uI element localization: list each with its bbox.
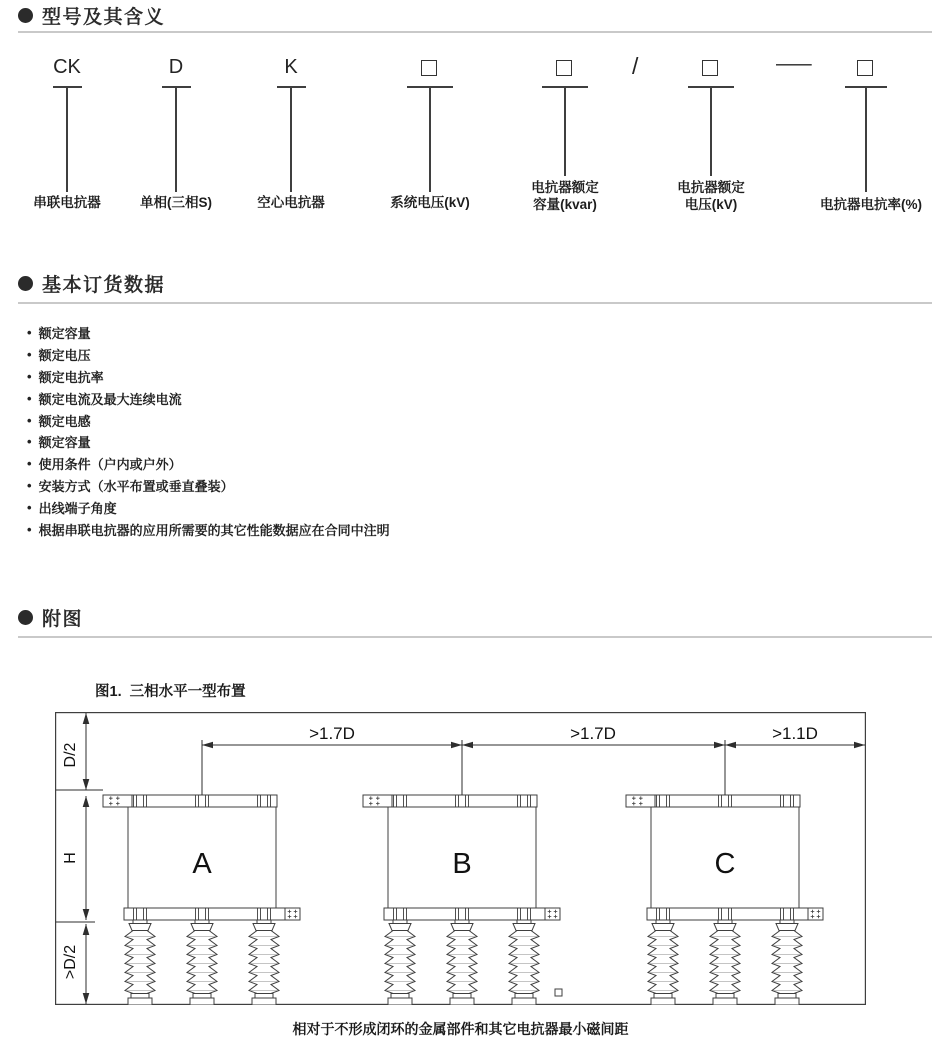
dim-label-height: H <box>62 852 79 864</box>
leader-line <box>865 87 867 192</box>
list-bullet: • <box>27 521 32 537</box>
label-line: 电压(kV) <box>684 197 738 212</box>
label-line: 电抗器额定 <box>677 180 745 195</box>
figure-drawing <box>55 712 866 1005</box>
dim-label-span-bc: >1.7D <box>570 724 616 743</box>
list-item-text: 额定容量 <box>38 435 91 451</box>
reactor-c-drawing <box>626 795 823 1005</box>
section-title-figure: 附图 <box>42 608 84 630</box>
model-code-symbol-k: K <box>284 56 298 78</box>
label-line: 系统电压(kV) <box>390 195 470 210</box>
list-item-text: 额定电流及最大连续电流 <box>38 391 182 407</box>
small-square-marker <box>555 989 562 996</box>
list-item <box>27 453 390 475</box>
label-line: 电抗器电抗率(%) <box>820 197 922 212</box>
reactor-c-label: C <box>714 848 736 880</box>
list-item-text: 出线端子角度 <box>38 500 117 516</box>
placeholder-box <box>702 60 718 76</box>
list-bullet: • <box>27 347 32 363</box>
list-item <box>27 366 390 388</box>
reactor-a-drawing <box>103 795 300 1005</box>
model-code-label <box>226 194 356 211</box>
section-header-model <box>18 1 165 29</box>
section-bullet-icon <box>18 8 33 23</box>
label-line: 电抗器额定 <box>531 180 599 195</box>
list-item <box>27 322 390 344</box>
list-item <box>27 431 390 453</box>
leader-line <box>175 87 177 192</box>
list-item <box>27 518 390 540</box>
dim-label-span-c-edge: >1.1D <box>772 724 818 743</box>
section-title-model: 型号及其含义 <box>42 6 166 28</box>
leader-line <box>710 87 712 176</box>
section-header-ordering <box>18 269 165 297</box>
placeholder-box <box>556 60 572 76</box>
list-bullet: • <box>27 412 32 428</box>
list-bullet: • <box>27 456 32 472</box>
leader-line <box>66 87 68 192</box>
leader-line <box>290 87 292 192</box>
list-item-text: 使用条件（户内或户外） <box>38 457 182 473</box>
figure-bottom-note: 相对于不形成闭环的金属部件和其它电抗器最小磁间距 <box>292 1021 629 1037</box>
model-code-label <box>111 194 241 211</box>
list-bullet: • <box>27 434 32 450</box>
list-item-text: 额定容量 <box>38 326 91 342</box>
model-code-label <box>500 179 630 213</box>
label-line: 容量(kvar) <box>533 197 597 212</box>
section-divider <box>18 302 932 304</box>
list-item-text: 根据串联电抗器的应用所需要的其它性能数据应在合同中注明 <box>38 522 390 538</box>
placeholder-box <box>421 60 437 76</box>
section-header-figure <box>18 603 83 631</box>
placeholder-box <box>857 60 873 76</box>
slash-separator: / <box>632 53 639 79</box>
list-item-text: 额定电抗率 <box>38 369 104 385</box>
model-code-label <box>806 196 936 213</box>
list-item <box>27 496 390 518</box>
dash-separator <box>776 52 812 76</box>
section-divider <box>18 31 932 33</box>
list-item <box>27 344 390 366</box>
section-title-ordering: 基本订货数据 <box>42 274 166 296</box>
reactor-b-drawing <box>363 795 560 1005</box>
leader-line <box>564 87 566 176</box>
list-item-text: 额定电感 <box>38 413 91 429</box>
list-item-text: 安装方式（水平布置或垂直叠装） <box>38 478 234 494</box>
reactor-b-label: B <box>452 848 472 880</box>
list-bullet: • <box>27 477 32 493</box>
section-divider <box>18 636 932 638</box>
figure-caption-title: 图1. 三相水平一型布置 <box>95 684 246 700</box>
leader-line <box>429 87 431 192</box>
model-code-label <box>365 194 495 211</box>
list-item-text: 额定电压 <box>38 348 91 364</box>
list-item <box>27 475 390 497</box>
dash-glyph: — <box>776 52 812 75</box>
dim-label-top-clear: D/2 <box>62 742 79 768</box>
list-bullet: • <box>27 368 32 384</box>
list-bullet: • <box>27 499 32 515</box>
label-line: 串联电抗器 <box>33 195 101 210</box>
reactor-a-label: A <box>192 848 212 880</box>
label-line: 空心电抗器 <box>257 195 325 210</box>
list-bullet: • <box>27 325 32 341</box>
list-item <box>27 387 390 409</box>
section-bullet-icon <box>18 610 33 625</box>
model-code-label <box>646 179 776 213</box>
dim-label-bottom-clear: >D/2 <box>62 944 79 980</box>
ordering-data-list <box>27 322 390 540</box>
section-bullet-icon <box>18 276 33 291</box>
list-bullet: • <box>27 390 32 406</box>
model-code-symbol-d: D <box>168 56 184 78</box>
model-code-symbol-ck: CK <box>53 56 81 78</box>
label-line: 单相(三相S) <box>140 195 212 210</box>
list-item <box>27 409 390 431</box>
dim-label-span-ab: >1.7D <box>309 724 355 743</box>
